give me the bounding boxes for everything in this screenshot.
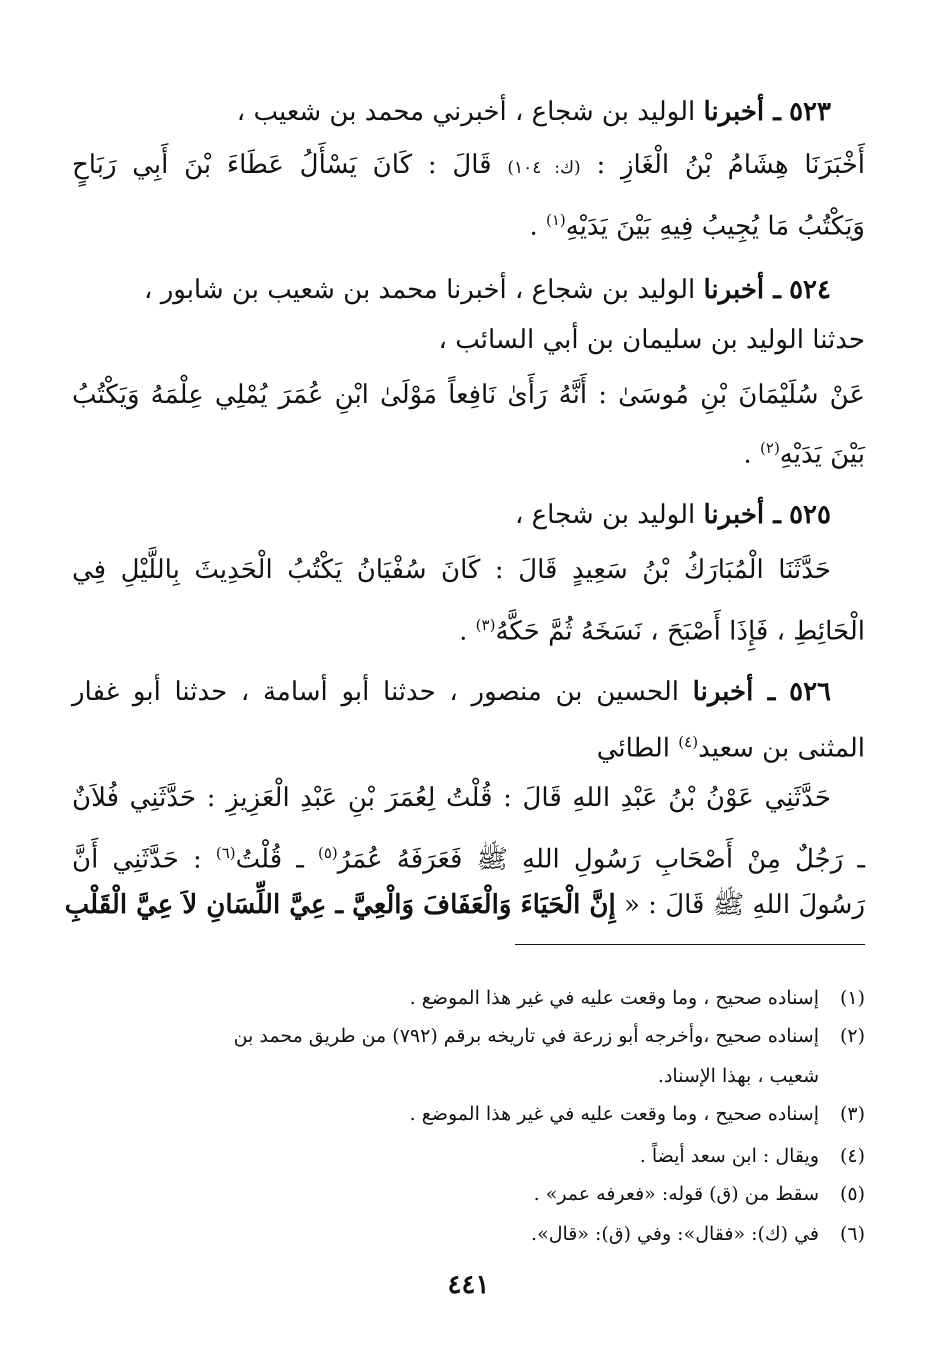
footnote-marker: (٤) (678, 733, 699, 751)
footnote-6 (72, 1218, 865, 1250)
chain-keyword: أخبرنا (703, 97, 765, 127)
entry-524-chain-line-2: حدثنا الوليد بن سليمان بن أبي السائب ، (438, 325, 865, 355)
footnote-marker: (٦) (215, 844, 236, 862)
footnote-text: إسناده صحيح ، وما وقعت عليه في غير هذا الموضع . (409, 987, 819, 1009)
footnote-text: في (ك): «فقال»: وفي (ق): «قال». (531, 1223, 819, 1245)
page-number: ٤٤١ (447, 1270, 490, 1300)
footnote-text: إسناده صحيح ، وما وقعت عليه في غير هذا الموضع . (409, 1103, 819, 1125)
entry-524-chain: ٥٢٤ ـ أخبرنا الوليد بن شجاع ، أخبرنا محمد بن شعيب بن شابور ، (144, 275, 831, 305)
footnote-text: سقط من (ق) قوله: «فعرفه عمر» . (533, 1183, 819, 1205)
footnote-separator (515, 944, 865, 945)
footnote-number: (٦) (839, 1223, 865, 1245)
footnote-number: (٣) (839, 1103, 865, 1125)
entry-525-text-line-1: حَدَّثَنَا الْمُبَارَكُ بْنُ سَعِيدٍ قَالَ : كَانَ سُفْيَانُ يَكْتُبُ الْحَدِيثَ بِاللَّيْلِ فِي (72, 555, 831, 585)
entry-526-chain: ٥٢٦ ـ أخبرنا الحسين بن منصور ، حدثنا أبو أسامة ، حدثنا أبو غفار (72, 677, 832, 707)
entry-526-chain-line-2: المثنى بن سعيد$^{(٤)}$ الطائي (596, 733, 865, 764)
chain-text: الوليد بن شجاع ، أخبرنا محمد بن شعيب بن شابور ، (144, 275, 696, 305)
entry-number: ٥٢٦ (789, 677, 832, 707)
entry-number: ٥٢٤ (789, 275, 831, 305)
entry-524-text-line-2: بَيْنَ يَدَيْهِ$^{(٢)}$ . (743, 439, 865, 470)
footnote-3 (72, 1098, 865, 1130)
footnote-text: إسناده صحيح ،وأخرجه أبو زرعة في تاريخه برقم (٧٩٢) من طريق محمد بن (233, 1025, 819, 1047)
entry-523-text-line-2: وَيَكْتُبُ مَا يُجِيبُ فِيهِ بَيْنَ يَدَيْهِ$^{(١)}$ . (529, 211, 865, 242)
footnote-marker: (٥) (318, 844, 338, 862)
footnote-marker: (٢) (760, 439, 780, 457)
footnote-1 (72, 982, 865, 1014)
entry-526-text-line-3: رَسُولَ اللهِ ﷺ قَالَ : « إِنَّ الْحَيَاءَ وَالْعَفَافَ وَالْعِيَّ ـ عِيَّ اللِّسَانِ لاَ عِيَّ الْقَلْبِ (64, 890, 865, 920)
entry-523-text-line-1: أَخْبَرَنَا هِشَامُ بْنُ الْغَازِ : (ك: ١٠٤) قَالَ : كَانَ يَسْأَلُ عَطَاءَ بْنَ أَبِي رَبَاحٍ (72, 150, 866, 180)
entry-525-chain: ٥٢٥ ـ أخبرنا الوليد بن شجاع ، (515, 500, 831, 530)
footnote-number: (١) (839, 987, 865, 1009)
chain-text: الوليد بن شجاع ، أخبرني محمد بن شعيب ، (236, 97, 696, 127)
footnote-text: ويقال : ابن سعد أيضاً . (639, 1145, 819, 1167)
footnote-5 (72, 1178, 865, 1210)
chain-keyword: أخبرنا (692, 677, 754, 707)
footnote-number: (٢) (839, 1025, 865, 1047)
footnote-number: (٤) (839, 1145, 865, 1167)
entry-number: ٥٢٥ (789, 500, 831, 530)
entry-524-text-line-1: عَنْ سُلَيْمَانَ بْنِ مُوسَىٰ : أَنَّهُ رَأَىٰ نَافِعاً مَوْلَىٰ ابْنِ عُمَرَ يُمْلِي عِلْمَهُ وَيَكْتُبُ (72, 380, 865, 410)
entry-526-text-line-2: ـ رَجُلٌ مِنْ أَصْحَابِ رَسُولِ اللهِ ﷺ فَعَرَفَهُ عُمَرُ$^{(٥)}$ ـ قُلْتُ$^{(٦)}$ : حَدَّثَنِي أَنَّ (72, 844, 865, 875)
footnote-2-continued (72, 1060, 865, 1092)
footnote-4 (72, 1140, 865, 1172)
footnote-marker: (١) (545, 211, 566, 229)
footnote-marker: (٣) (475, 616, 496, 634)
entry-526-text-line-1: حَدَّثَنِي عَوْنُ بْنُ عَبْدِ اللهِ قَالَ : قُلْتُ لِعُمَرَ بْنِ عَبْدِ الْعَزِيزِ : حَدَّثَنِي فُلاَنٌ (72, 783, 831, 813)
footnote-number: (٥) (839, 1183, 865, 1205)
entry-525-text-line-2: الْحَائِطِ ، فَإِذَا أَصْبَحَ ، نَسَخَهُ ثُمَّ حَكَّهُ$^{(٣)}$ . (459, 616, 865, 647)
entry-523-chain: ٥٢٣ ـ أخبرنا الوليد بن شجاع ، أخبرني محمد بن شعيب ، (236, 97, 831, 127)
chain-text: الوليد بن شجاع ، (515, 500, 696, 530)
chain-keyword: أخبرنا (703, 275, 765, 305)
entry-number: ٥٢٣ (789, 97, 831, 127)
footnote-2 (72, 1020, 865, 1052)
hadith-quote: إِنَّ الْحَيَاءَ وَالْعَفَافَ وَالْعِيَّ ـ عِيَّ اللِّسَانِ لاَ عِيَّ الْقَلْبِ (64, 890, 616, 920)
footnote-text: شعيب ، بهذا الإسناد. (657, 1065, 819, 1087)
source-reference: (ك: ١٠٤) (507, 158, 581, 178)
chain-text: الحسين بن منصور ، حدثنا أبو أسامة ، حدثنا أبو غفار (72, 677, 679, 707)
chain-keyword: أخبرنا (703, 500, 765, 530)
